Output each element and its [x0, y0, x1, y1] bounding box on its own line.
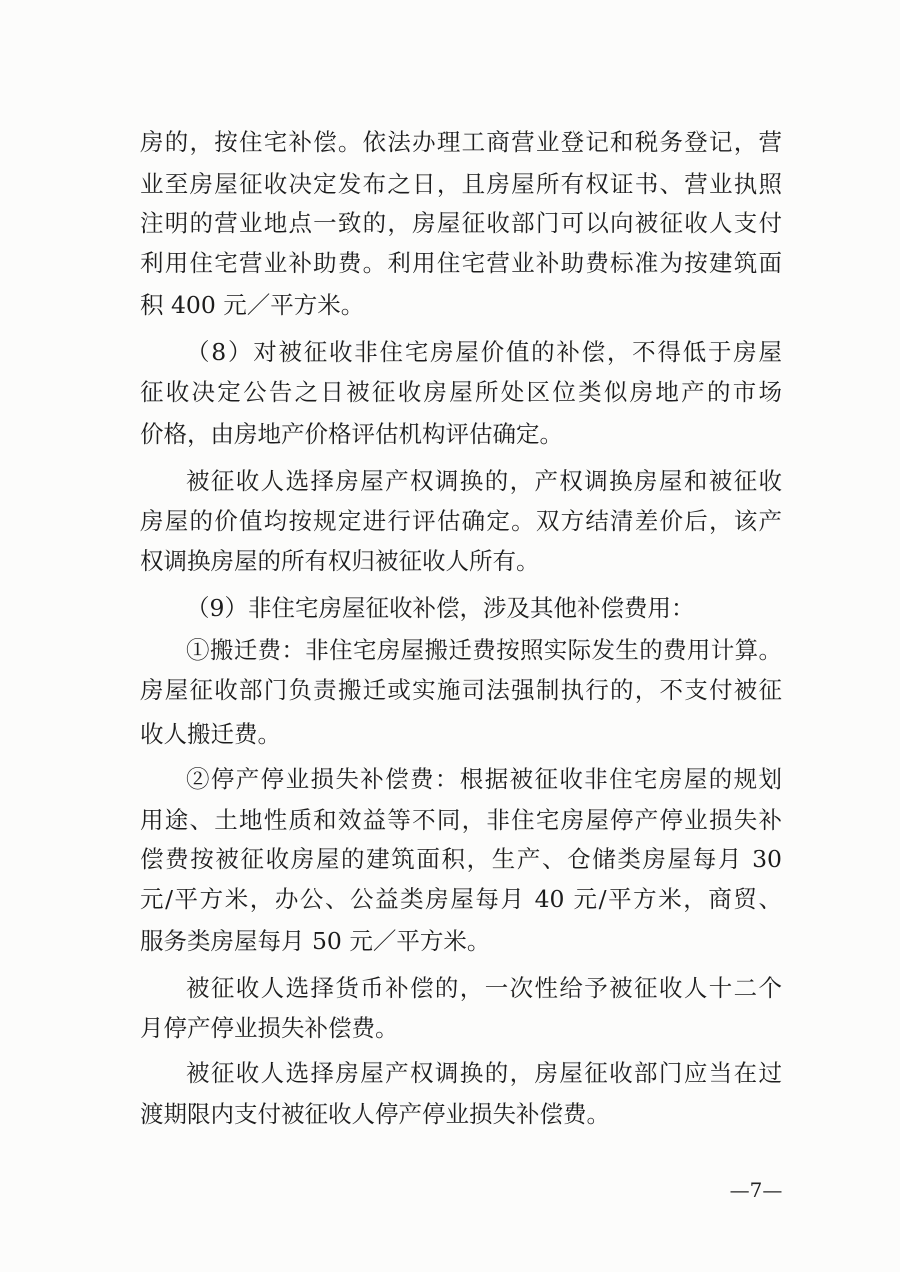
text-line: 元/平方米，办公、公益类房屋每月 40 元/平方米，商贸、 [140, 885, 782, 913]
text-line: 被征收人选择房屋产权调换的，房屋征收部门应当在过 [186, 1059, 782, 1087]
text-line: （8）对被征收非住宅房屋价值的补偿，不得低于房屋 [186, 338, 782, 366]
text-line: 注明的营业地点一致的，房屋征收部门可以向被征收人支付 [140, 209, 782, 237]
text-line: 收人搬迁费。 [140, 720, 281, 748]
text-line: 用途、土地性质和效益等不同，非住宅房屋停产停业损失补 [140, 806, 782, 834]
text-line: 价格，由房地产价格评估机构评估确定。 [140, 420, 563, 448]
text-line: （9）非住宅房屋征收补偿，涉及其他补偿费用： [186, 594, 695, 622]
text-line: 房屋征收部门负责搬迁或实施司法强制执行的，不支付被征 [140, 676, 782, 704]
text-line: 积 400 元／平方米。 [140, 291, 365, 319]
text-line: 利用住宅营业补助费。利用住宅营业补助费标准为按建筑面 [140, 249, 782, 277]
text-line: 渡期限内支付被征收人停产停业损失补偿费。 [140, 1100, 610, 1128]
text-line: 月停产停业损失补偿费。 [140, 1014, 399, 1042]
text-line: 权调换房屋的所有权归被征收人所有。 [140, 547, 540, 575]
text-line: 被征收人选择货币补偿的，一次性给予被征收人十二个 [186, 974, 782, 1002]
text-line: 业至房屋征收决定发布之日，且房屋所有权证书、营业执照 [140, 170, 782, 198]
text-line: 房的，按住宅补偿。依法办理工商营业登记和税务登记，营 [140, 128, 782, 156]
page-number: —7— [729, 1178, 783, 1202]
text-line: 偿费按被征收房屋的建筑面积，生产、仓储类房屋每月 30 [140, 845, 782, 873]
text-line: 征收决定公告之日被征收房屋所处区位类似房地产的市场 [140, 378, 782, 406]
text-line: ①搬迁费：非住宅房屋搬迁费按照实际发生的费用计算。 [186, 636, 782, 664]
text-line: 服务类房屋每月 50 元／平方米。 [140, 927, 491, 955]
text-line: 房屋的价值均按规定进行评估确定。双方结清差价后，该产 [140, 507, 782, 535]
text-line: ②停产停业损失补偿费：根据被征收非住宅房屋的规划 [186, 765, 782, 793]
text-line: 被征收人选择房屋产权调换的，产权调换房屋和被征收 [186, 467, 782, 495]
